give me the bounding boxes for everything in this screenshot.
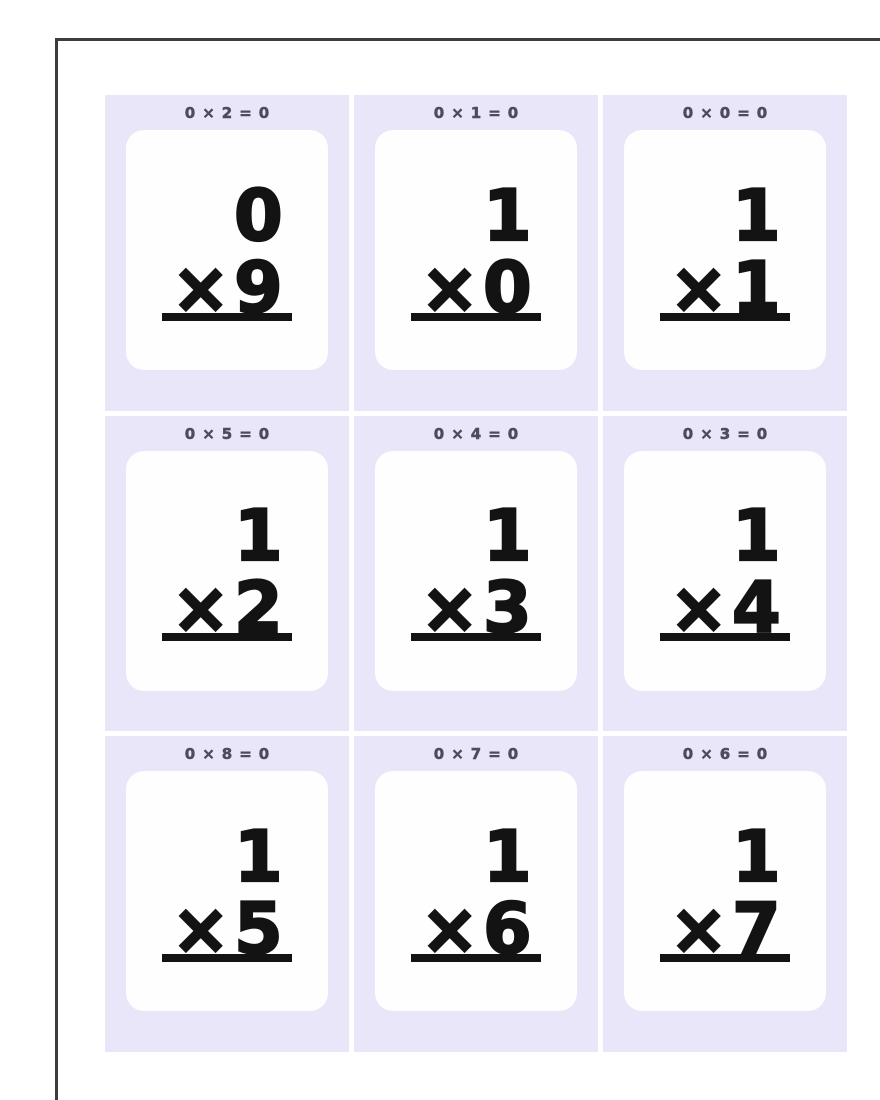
multiplication-problem [660, 815, 789, 970]
flashcard-answer-label: 0×2=0 [184, 104, 277, 122]
bottom-operand-row [171, 246, 283, 329]
top-operand: 1 [731, 495, 781, 578]
multiplication-problem [411, 815, 540, 970]
multiplication-problem [162, 174, 291, 329]
multiplication-problem [660, 495, 789, 650]
top-operand: 1 [731, 815, 781, 898]
flashcard-cell [354, 95, 598, 411]
flashcard-cell [105, 736, 349, 1052]
flashcard-answer-label: 0×7=0 [433, 745, 526, 764]
multiply-sign: × [669, 246, 728, 329]
multiply-sign: × [171, 567, 230, 650]
multiplication-problem [660, 174, 789, 329]
multiplication-problem [411, 174, 540, 329]
flashcard [375, 771, 577, 1011]
multiply-sign: × [171, 887, 230, 970]
flashcard-answer-label: 0×3=0 [682, 424, 775, 443]
multiplication-problem [162, 815, 291, 970]
top-operand: 1 [482, 495, 532, 578]
bottom-operand: 9 [233, 246, 283, 329]
multiply-sign: × [420, 567, 479, 650]
bottom-operand: 1 [731, 246, 781, 329]
flashcard-cell [603, 416, 847, 732]
multiply-sign: × [420, 246, 479, 329]
multiply-sign: × [171, 246, 230, 329]
top-operand: 1 [233, 815, 283, 898]
flashcard-cell [105, 95, 349, 411]
bottom-operand-row [669, 246, 781, 329]
flashcard-answer-label: 0×5=0 [184, 424, 277, 443]
flashcard [375, 130, 577, 370]
top-operand: 1 [233, 495, 283, 578]
flashcard-answer-label: 0×0=0 [682, 104, 775, 122]
top-operand: 1 [482, 815, 532, 898]
page-edge-left-rule [55, 38, 58, 1100]
multiply-sign: × [420, 887, 479, 970]
bottom-operand-row [171, 567, 283, 650]
flashcard-answer-label: 0×4=0 [433, 424, 526, 443]
bottom-operand: 5 [233, 887, 283, 970]
bottom-operand-row [171, 887, 283, 970]
bottom-operand-row [669, 887, 781, 970]
bottom-operand: 2 [233, 567, 283, 650]
multiply-sign: × [669, 567, 728, 650]
flashcard-cell [354, 416, 598, 732]
multiplication-problem [411, 495, 540, 650]
flashcard-cell [354, 736, 598, 1052]
multiplication-problem [162, 495, 291, 650]
flashcard-answer-label: 0×1=0 [433, 104, 526, 122]
bottom-operand: 0 [482, 246, 532, 329]
flashcard [126, 771, 328, 1011]
flashcard [126, 130, 328, 370]
top-operand: 1 [482, 174, 532, 257]
multiply-sign: × [669, 887, 728, 970]
page-edge-top-rule [55, 38, 880, 41]
bottom-operand-row [420, 887, 532, 970]
bottom-operand: 4 [731, 567, 781, 650]
flashcard-grid [105, 95, 847, 1052]
bottom-operand-row [420, 567, 532, 650]
flashcard-cell [603, 736, 847, 1052]
flashcard-cell [105, 416, 349, 732]
flashcard [126, 451, 328, 691]
bottom-operand-row [669, 567, 781, 650]
flashcard-cell [603, 95, 847, 411]
bottom-operand-row [420, 246, 532, 329]
top-operand: 0 [233, 174, 283, 257]
flashcard-answer-label: 0×6=0 [682, 745, 775, 764]
bottom-operand: 7 [731, 887, 781, 970]
top-operand: 1 [731, 174, 781, 257]
flashcard [624, 451, 826, 691]
flashcard [624, 130, 826, 370]
flashcard [375, 451, 577, 691]
flashcard [624, 771, 826, 1011]
flashcard-answer-label: 0×8=0 [184, 745, 277, 764]
bottom-operand: 3 [482, 567, 532, 650]
bottom-operand: 6 [482, 887, 532, 970]
